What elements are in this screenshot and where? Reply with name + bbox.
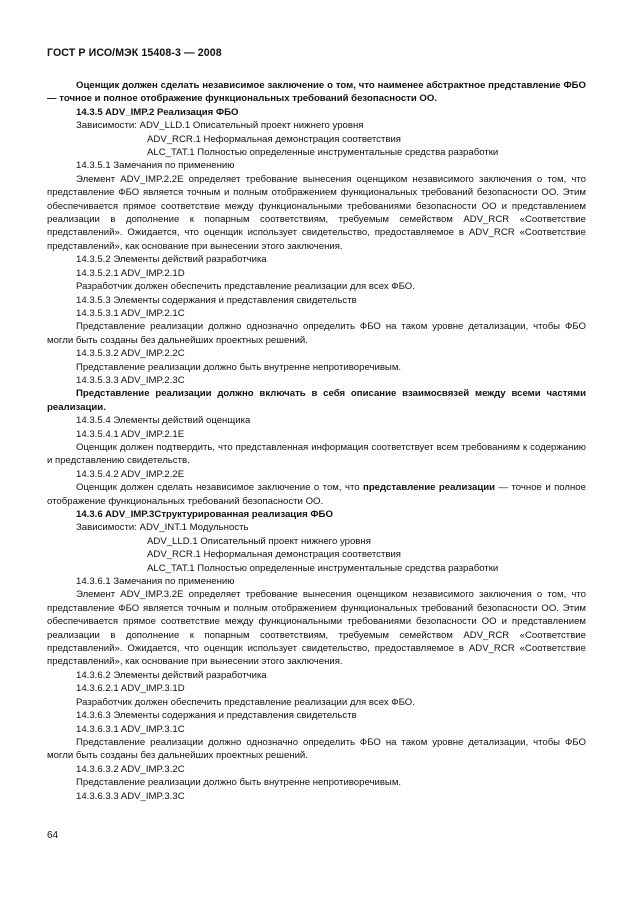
element-id: 14.3.5.3.2 ADV_IMP.2.2C	[76, 348, 185, 360]
subsection-heading: 14.3.5.2 Элементы действий разработчика	[76, 254, 267, 266]
dependencies-line: Зависимости: ADV_LLD.1 Описательный проект нижнего уровня	[76, 120, 364, 132]
paragraph: Представление реализации должно быть внутренне непротиворечивым.	[76, 777, 402, 789]
element-id: 14.3.6.2.1 ADV_IMP.3.1D	[76, 683, 185, 695]
subsection-heading: 14.3.5.1 Замечания по применению	[76, 160, 235, 172]
paragraph: Элемент ADV_IMP.2.2E определяет требование вынесения оценщиком независимого заключения о том, что представление ФБО является точным и полным отображением функциональных требований безопасности ОО. Этим обеспечивается прямое соответствие между функциональными требованиями безопасности ОО и представлением реализации в дополнение к попарным соответствиям, требуемым семейством ADV_RCR «Соответствие представлений». Ожидается, что оценщик использует свидетельство, предоставляемое в ADV_RCR «Соответствие представлений», как основание при вынесении этого заключения.	[47, 173, 586, 252]
subsection-heading: 14.3.6.1 Замечания по применению	[76, 576, 235, 588]
element-id: 14.3.5.3.1 ADV_IMP.2.1C	[76, 307, 185, 319]
paragraph: Разработчик должен обеспечить представление реализации для всех ФБО.	[76, 696, 415, 708]
subsection-heading: 14.3.5.3 Элементы содержания и представления свидетельств	[76, 294, 357, 306]
paragraph: Представление реализации должно однозначно определить ФБО на таком уровне детализации, чтобы ФБО могли быть созданы без дальнейших проектных решений.	[47, 736, 586, 762]
element-id: 14.3.6.3.3 ADV_IMP.3.3C	[76, 790, 185, 802]
element-id: 14.3.5.2.1 ADV_IMP.2.1D	[76, 267, 185, 279]
element-id: 14.3.5.4.2 ADV_IMP.2.2E	[76, 468, 185, 480]
paragraph: Представление реализации должно однозначно определить ФБО на таком уровне детализации, чтобы ФБО могли быть созданы без дальнейших проектных решений.	[47, 321, 586, 346]
document-header: ГОСТ Р ИСО/МЭК 15408-3 — 2008	[47, 47, 222, 59]
subsection-heading: 14.3.6.2 Элементы действий разработчика	[76, 669, 267, 681]
dependencies-line: ADV_RCR.1 Неформальная демонстрация соответствия	[147, 133, 401, 145]
element-id: 14.3.6.3.1 ADV_IMP.3.1C	[76, 723, 185, 735]
section-heading: 14.3.6 ADV_IMP.3Структурированная реализация ФБО	[76, 509, 333, 520]
paragraph: Элемент ADV_IMP.3.2E определяет требование вынесения оценщиком независимого заключения о том, что представление ФБО является точным и полным отображением функциональных требований безопасности ОО. Этим обеспечивается прямое соответствие между функциональными требованиями безопасности ОО и представлением реализации в дополнение к попарным соответствиям, требуемым семейством ADV_RCR «Соответствие представлений». Ожидается, что оценщик использует свидетельство, предоставляемое в ADV_RCR «Соответствие представлений», как основание при вынесении этого заключения.	[47, 589, 586, 668]
dependencies-line: ALC_TAT.1 Полностью определенные инструментальные средства разработки	[147, 147, 499, 159]
section-heading: 14.3.5 ADV_IMP.2 Реализация ФБО	[76, 106, 239, 118]
subsection-heading: 14.3.6.3 Элементы содержания и представления свидетельств	[76, 710, 357, 722]
element-id: 14.3.5.3.3 ADV_IMP.2.3C	[76, 374, 185, 386]
dependencies-line: ADV_RCR.1 Неформальная демонстрация соответствия	[147, 549, 401, 561]
subsection-heading: 14.3.5.4 Элементы действий оценщика	[76, 415, 251, 427]
dependencies-line: Зависимости: ADV_INT.1 Модульность	[76, 522, 249, 534]
page-body	[47, 79, 586, 803]
paragraph-text: Оценщик должен сделать независимое заключение о том, что	[76, 482, 364, 494]
paragraph: Оценщик должен подтвердить, что представленная информация соответствует всем требованиям к содержанию и представлению свидетельств.	[47, 441, 586, 467]
paragraph: Оценщик должен сделать независимое заключение о том, что наименее абстрактное представление ФБО — точное и полное отображение функциональных требований безопасности ОО.	[47, 80, 586, 105]
paragraph: Представление реализации должно включать в себя описание взаимосвязей между всеми частями реализации.	[47, 388, 586, 413]
dependencies-line: ADV_LLD.1 Описательный проект нижнего уровня	[147, 535, 371, 547]
element-id: 14.3.6.3.2 ADV_IMP.3.2C	[76, 763, 185, 775]
paragraph: Разработчик должен обеспечить представление реализации для всех ФБО.	[76, 281, 415, 293]
page-number: 64	[47, 830, 59, 841]
element-id: 14.3.5.4.1 ADV_IMP.2.1E	[76, 428, 185, 440]
paragraph	[47, 481, 586, 508]
dependencies-line: ALC_TAT.1 Полностью определенные инструментальные средства разработки	[147, 562, 499, 574]
paragraph-text: — точное и полное отображение функциональных требований безопасности ОО.	[47, 482, 586, 507]
emphasis-text: представление реализации	[363, 482, 496, 494]
paragraph: Представление реализации должно быть внутренне непротиворечивым.	[76, 361, 402, 373]
